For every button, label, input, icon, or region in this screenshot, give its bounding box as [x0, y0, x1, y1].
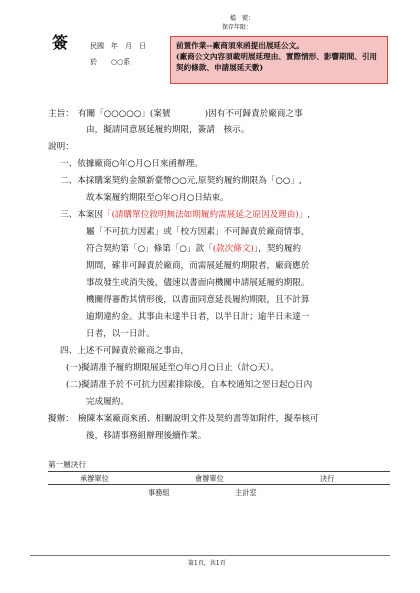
signature-general-affairs: 事務組 — [148, 488, 170, 497]
item-three-clause-text: (款次條文) — [212, 244, 254, 254]
signature-header-rule — [48, 484, 390, 485]
item-three-clause-b: 」，契約履約 — [253, 244, 302, 254]
proposal-line-2: 後，移請事務組辦理後續作業。 — [86, 431, 207, 441]
item-three-line-5: 事故發生或消失後，儘速以書面向機關申請展延履約期限。 — [86, 278, 310, 288]
page-number: 第1頁，共1頁 — [188, 560, 226, 567]
item-three-line-4: 期間，確非可歸責於廠商，而需展延履約期限者，廠商應於 — [86, 261, 310, 271]
form-type-char: 簽 — [52, 33, 69, 52]
explain-label: 說明： — [48, 142, 74, 152]
item-three-prefix: 三、本案因 — [60, 210, 103, 220]
item-four: 四、上述不可歸責於廠商之事由， — [60, 346, 189, 356]
signature-col-handling: 承辦單位 — [80, 474, 109, 483]
note-line-1: 前置作業--廠商須來函提出展延公文。 — [176, 41, 304, 50]
item-three-suffix: , — [307, 210, 311, 220]
proposal-line-1: 檢陳本案廠商來函、相關說明文件及契約書等如附件，擬奉核可 — [78, 414, 319, 424]
item-three-line-2: 屬「不可抗力因素」或「校方因素」不可歸責於廠商情事， — [86, 227, 310, 237]
signature-col-cosign: 會辦單位 — [195, 474, 224, 483]
item-three-reason: 「(請購單位敘明無法如期履約需展延之原因及理由)」 — [102, 210, 308, 220]
item-three-line-6: 機關得審酌其情形後，以書面同意延長履約期限，且不計算 — [86, 295, 310, 305]
footer-rule — [30, 555, 390, 556]
date-line: 民國 年 月 日 — [90, 42, 146, 50]
item-four-sub-1: (一)擬請准予履約期限展延至○年○月○日止（計○天）。 — [66, 363, 279, 373]
item-three-line-1 — [60, 208, 310, 224]
signature-level-title: 第一層決行 — [48, 460, 86, 469]
proposal-label: 擬辦： — [48, 414, 74, 424]
item-four-sub-2-line-2: 完成履約。 — [86, 397, 129, 407]
file-number-label: 檔 號： — [230, 15, 255, 22]
item-one: 一、依據廠商○年○月○日來函辦理。 — [60, 159, 203, 169]
subject-label: 主旨： — [48, 109, 74, 119]
note-line-2: (廠商公文內容須載明展延理由、實際情形、影響期間、引用契約條款、申請展延天數) — [176, 52, 378, 72]
item-four-sub-2-line-1: (二)擬請准予於不可抗力因素排除後，自本校通知之翌日起○日內 — [66, 380, 313, 390]
subject-line-2: 由，擬請同意展延履約期限，簽請 核示。 — [86, 125, 250, 135]
preparation-note-box — [170, 36, 388, 84]
item-three-clause-a: 符合契約第「○」條第「○」款「 — [86, 244, 213, 254]
subject-line-1: 有關「○○○○○」(案號 )因有不可歸責於廠商之事 — [78, 109, 303, 119]
item-two-line-2: 故本案履約期限至○年○月○日結束。 — [86, 193, 229, 203]
signature-col-decision: 決行 — [320, 474, 335, 483]
signature-accounting: 主計室 — [235, 488, 257, 497]
item-three-line-8: 日者，以一日計。 — [86, 329, 155, 339]
item-two-line-1: 二、本採購案契約金額新臺幣○○元,原契約履約期限為「○○」, — [60, 176, 302, 186]
department-line: 於 ○○系 — [90, 58, 131, 66]
item-three-line-7: 逾期違約金。其事由未達半日者，以半日計；逾半日未達一 — [86, 312, 310, 322]
retention-label: 保存年限： — [222, 24, 253, 31]
signature-top-rule — [48, 471, 390, 472]
item-three-line-3 — [86, 242, 301, 258]
